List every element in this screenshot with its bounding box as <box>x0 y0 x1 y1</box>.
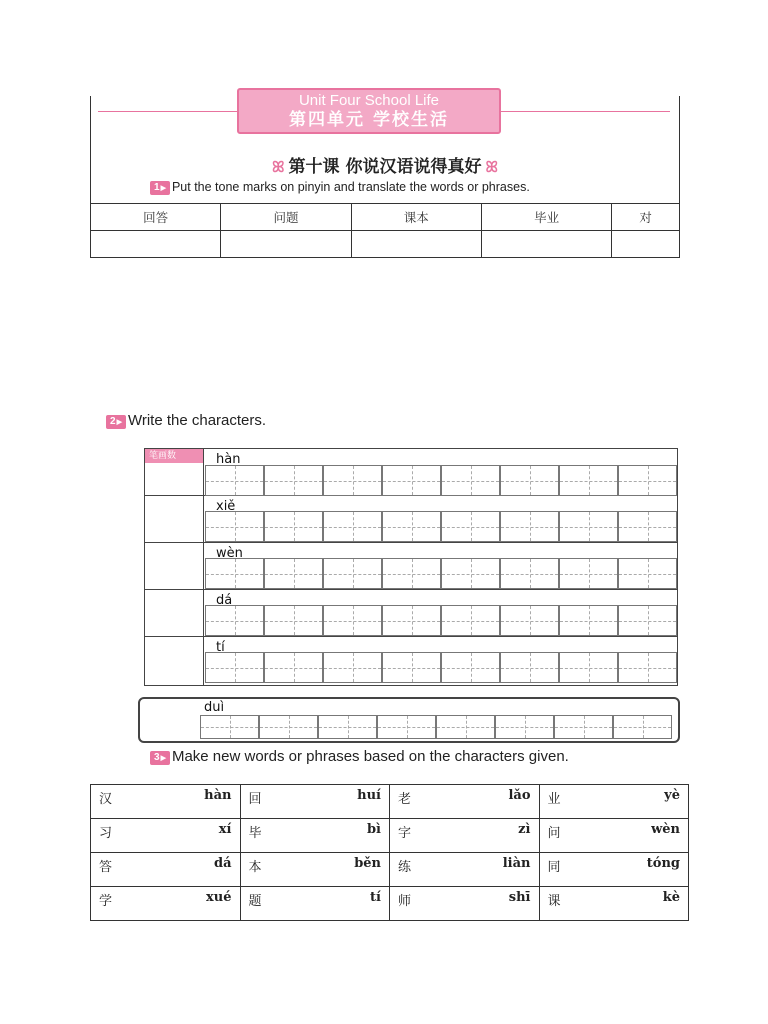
word-cell[interactable] <box>240 785 390 819</box>
word-cell[interactable] <box>390 853 540 887</box>
practice-cell[interactable] <box>205 465 264 496</box>
character: 习 <box>99 826 113 841</box>
character: 毕 <box>248 826 262 841</box>
practice-cell[interactable] <box>436 715 495 739</box>
practice-cell[interactable] <box>500 605 559 636</box>
answer-cell[interactable] <box>91 231 221 258</box>
tone-word-cell: 课本 <box>351 204 481 231</box>
practice-cell[interactable] <box>205 605 264 636</box>
practice-cell[interactable] <box>500 511 559 542</box>
lesson-title: 第十课 你说汉语说得真好 <box>288 157 482 177</box>
practice-cell[interactable] <box>382 605 441 636</box>
tone-word-cell: 回答 <box>91 204 221 231</box>
word-cell[interactable] <box>240 887 390 921</box>
character: 课 <box>547 894 561 909</box>
practice-cell[interactable] <box>441 652 500 683</box>
practice-cell[interactable] <box>618 465 677 496</box>
word-cell[interactable] <box>539 819 689 853</box>
exercise-2-instruction: Write the characters. <box>127 412 267 429</box>
ornament-right-icon: ꕤ <box>485 158 498 176</box>
pinyin: huí <box>357 788 381 803</box>
exercise-1-instruction-line <box>150 180 530 195</box>
practice-cell[interactable] <box>382 652 441 683</box>
character: 汉 <box>99 792 113 807</box>
practice-cell[interactable] <box>323 605 382 636</box>
character: 老 <box>398 792 412 807</box>
answer-cell[interactable] <box>612 231 680 258</box>
practice-cell[interactable] <box>264 465 323 496</box>
character: 问 <box>547 826 561 841</box>
ornament-left-icon: ꕤ <box>272 158 285 176</box>
pinyin: dá <box>213 856 232 871</box>
practice-cell[interactable] <box>500 465 559 496</box>
practice-cell[interactable] <box>559 558 618 589</box>
pinyin: zì <box>518 822 531 837</box>
practice-cell[interactable] <box>441 465 500 496</box>
practice-cell[interactable] <box>559 652 618 683</box>
practice-cell[interactable] <box>441 511 500 542</box>
practice-cell[interactable] <box>264 558 323 589</box>
pinyin: lǎo <box>508 788 531 803</box>
practice-cell[interactable] <box>618 605 677 636</box>
lesson-title-line <box>90 152 680 177</box>
practice-cell[interactable] <box>382 465 441 496</box>
writing-grid-extra <box>138 697 680 743</box>
word-cell[interactable] <box>91 785 241 819</box>
character: 本 <box>248 860 262 875</box>
practice-cell[interactable] <box>613 715 672 739</box>
exercise-2-instruction-line <box>106 412 266 429</box>
word-cell[interactable] <box>91 853 241 887</box>
writing-grid <box>144 448 678 686</box>
tone-word-cell: 对 <box>612 204 680 231</box>
pinyin-label: hàn <box>216 452 241 467</box>
unit-title-cn: 第四单元 学校生活 <box>289 110 449 130</box>
word-cell[interactable] <box>390 819 540 853</box>
practice-cell[interactable] <box>200 715 259 739</box>
practice-cell[interactable] <box>264 605 323 636</box>
character: 业 <box>547 792 561 807</box>
exercise-1-section <box>90 92 680 260</box>
practice-cell[interactable] <box>382 511 441 542</box>
practice-cell[interactable] <box>500 558 559 589</box>
practice-cell[interactable] <box>318 715 377 739</box>
words-row <box>91 887 689 921</box>
grid-row-divider <box>145 589 677 590</box>
exercise-3-badge: 3 ▶ <box>150 751 170 765</box>
exercise-3-instruction: Make new words or phrases based on the characters given. <box>171 748 569 765</box>
words-row <box>91 785 689 819</box>
page-border-left <box>90 96 91 204</box>
character: 同 <box>547 860 561 875</box>
unit-banner <box>237 88 501 134</box>
unit-title-en: Unit Four School Life <box>298 92 440 109</box>
practice-cell[interactable] <box>205 511 264 542</box>
grid-divider <box>203 449 204 685</box>
tone-table-answer-row <box>91 231 680 258</box>
word-cell[interactable] <box>240 853 390 887</box>
character: 题 <box>248 894 262 909</box>
practice-cell[interactable] <box>264 652 323 683</box>
words-row <box>91 853 689 887</box>
grid-row-divider <box>145 542 677 543</box>
practice-cell[interactable] <box>323 558 382 589</box>
practice-cell[interactable] <box>264 511 323 542</box>
character: 学 <box>99 894 113 909</box>
pinyin: xí <box>218 822 232 837</box>
practice-cell[interactable] <box>618 511 677 542</box>
words-row <box>91 819 689 853</box>
practice-cell[interactable] <box>559 465 618 496</box>
practice-cell[interactable] <box>323 465 382 496</box>
pinyin: liàn <box>502 856 531 871</box>
practice-cell[interactable] <box>618 652 677 683</box>
pinyin-label: dá <box>216 593 233 608</box>
tone-word-cell: 毕业 <box>481 204 611 231</box>
word-cell[interactable] <box>91 819 241 853</box>
answer-cell[interactable] <box>481 231 611 258</box>
character: 师 <box>398 894 412 909</box>
word-cell[interactable] <box>390 785 540 819</box>
pinyin: hàn <box>204 788 232 803</box>
grid-row-divider <box>145 636 677 637</box>
pinyin: wèn <box>651 822 680 837</box>
practice-cell[interactable] <box>205 652 264 683</box>
practice-cell[interactable] <box>323 652 382 683</box>
character: 回 <box>248 792 262 807</box>
pinyin: tí <box>370 890 381 905</box>
exercise-2-badge: 2 ▶ <box>106 415 126 429</box>
page-border-right <box>679 96 680 204</box>
practice-cell[interactable] <box>559 605 618 636</box>
pinyin: xué <box>206 890 232 905</box>
character: 字 <box>398 826 412 841</box>
word-cell[interactable] <box>91 887 241 921</box>
pinyin-label: xiě <box>216 499 236 514</box>
exercise-1-instruction: Put the tone marks on pinyin and translate the words or phrases. <box>171 180 530 194</box>
pinyin: yè <box>664 788 680 803</box>
practice-cell[interactable] <box>618 558 677 589</box>
answer-cell[interactable] <box>351 231 481 258</box>
word-cell[interactable] <box>539 853 689 887</box>
pinyin-label: wèn <box>216 546 243 561</box>
tone-word-cell: 问题 <box>221 204 351 231</box>
practice-cell[interactable] <box>559 511 618 542</box>
pinyin: shī <box>508 890 531 905</box>
exercise-1-badge: 1 ▶ <box>150 181 170 195</box>
character: 答 <box>99 860 113 875</box>
practice-cell[interactable] <box>205 558 264 589</box>
word-cell[interactable] <box>240 819 390 853</box>
word-cell[interactable] <box>539 785 689 819</box>
words-table <box>90 784 689 921</box>
practice-cell[interactable] <box>495 715 554 739</box>
practice-cell[interactable] <box>441 605 500 636</box>
exercise-3-instruction-line <box>150 748 569 765</box>
practice-cell[interactable] <box>441 558 500 589</box>
pinyin: běn <box>354 856 381 871</box>
practice-cell[interactable] <box>554 715 613 739</box>
practice-cell[interactable] <box>259 715 318 739</box>
tone-table-words-row <box>91 204 680 231</box>
pinyin: tóng <box>646 856 680 871</box>
pinyin-label: duì <box>204 700 225 715</box>
pinyin-label: tí <box>216 640 225 655</box>
practice-cell[interactable] <box>377 715 436 739</box>
word-cell[interactable] <box>390 887 540 921</box>
word-cell[interactable] <box>539 887 689 921</box>
tone-table <box>90 203 680 258</box>
practice-cell[interactable] <box>500 652 559 683</box>
practice-cell[interactable] <box>382 558 441 589</box>
pinyin: kè <box>662 890 680 905</box>
character: 练 <box>398 860 412 875</box>
answer-cell[interactable] <box>221 231 351 258</box>
pinyin: bì <box>366 822 381 837</box>
stroke-count-header: 笔画数 <box>145 449 203 463</box>
practice-cell[interactable] <box>323 511 382 542</box>
